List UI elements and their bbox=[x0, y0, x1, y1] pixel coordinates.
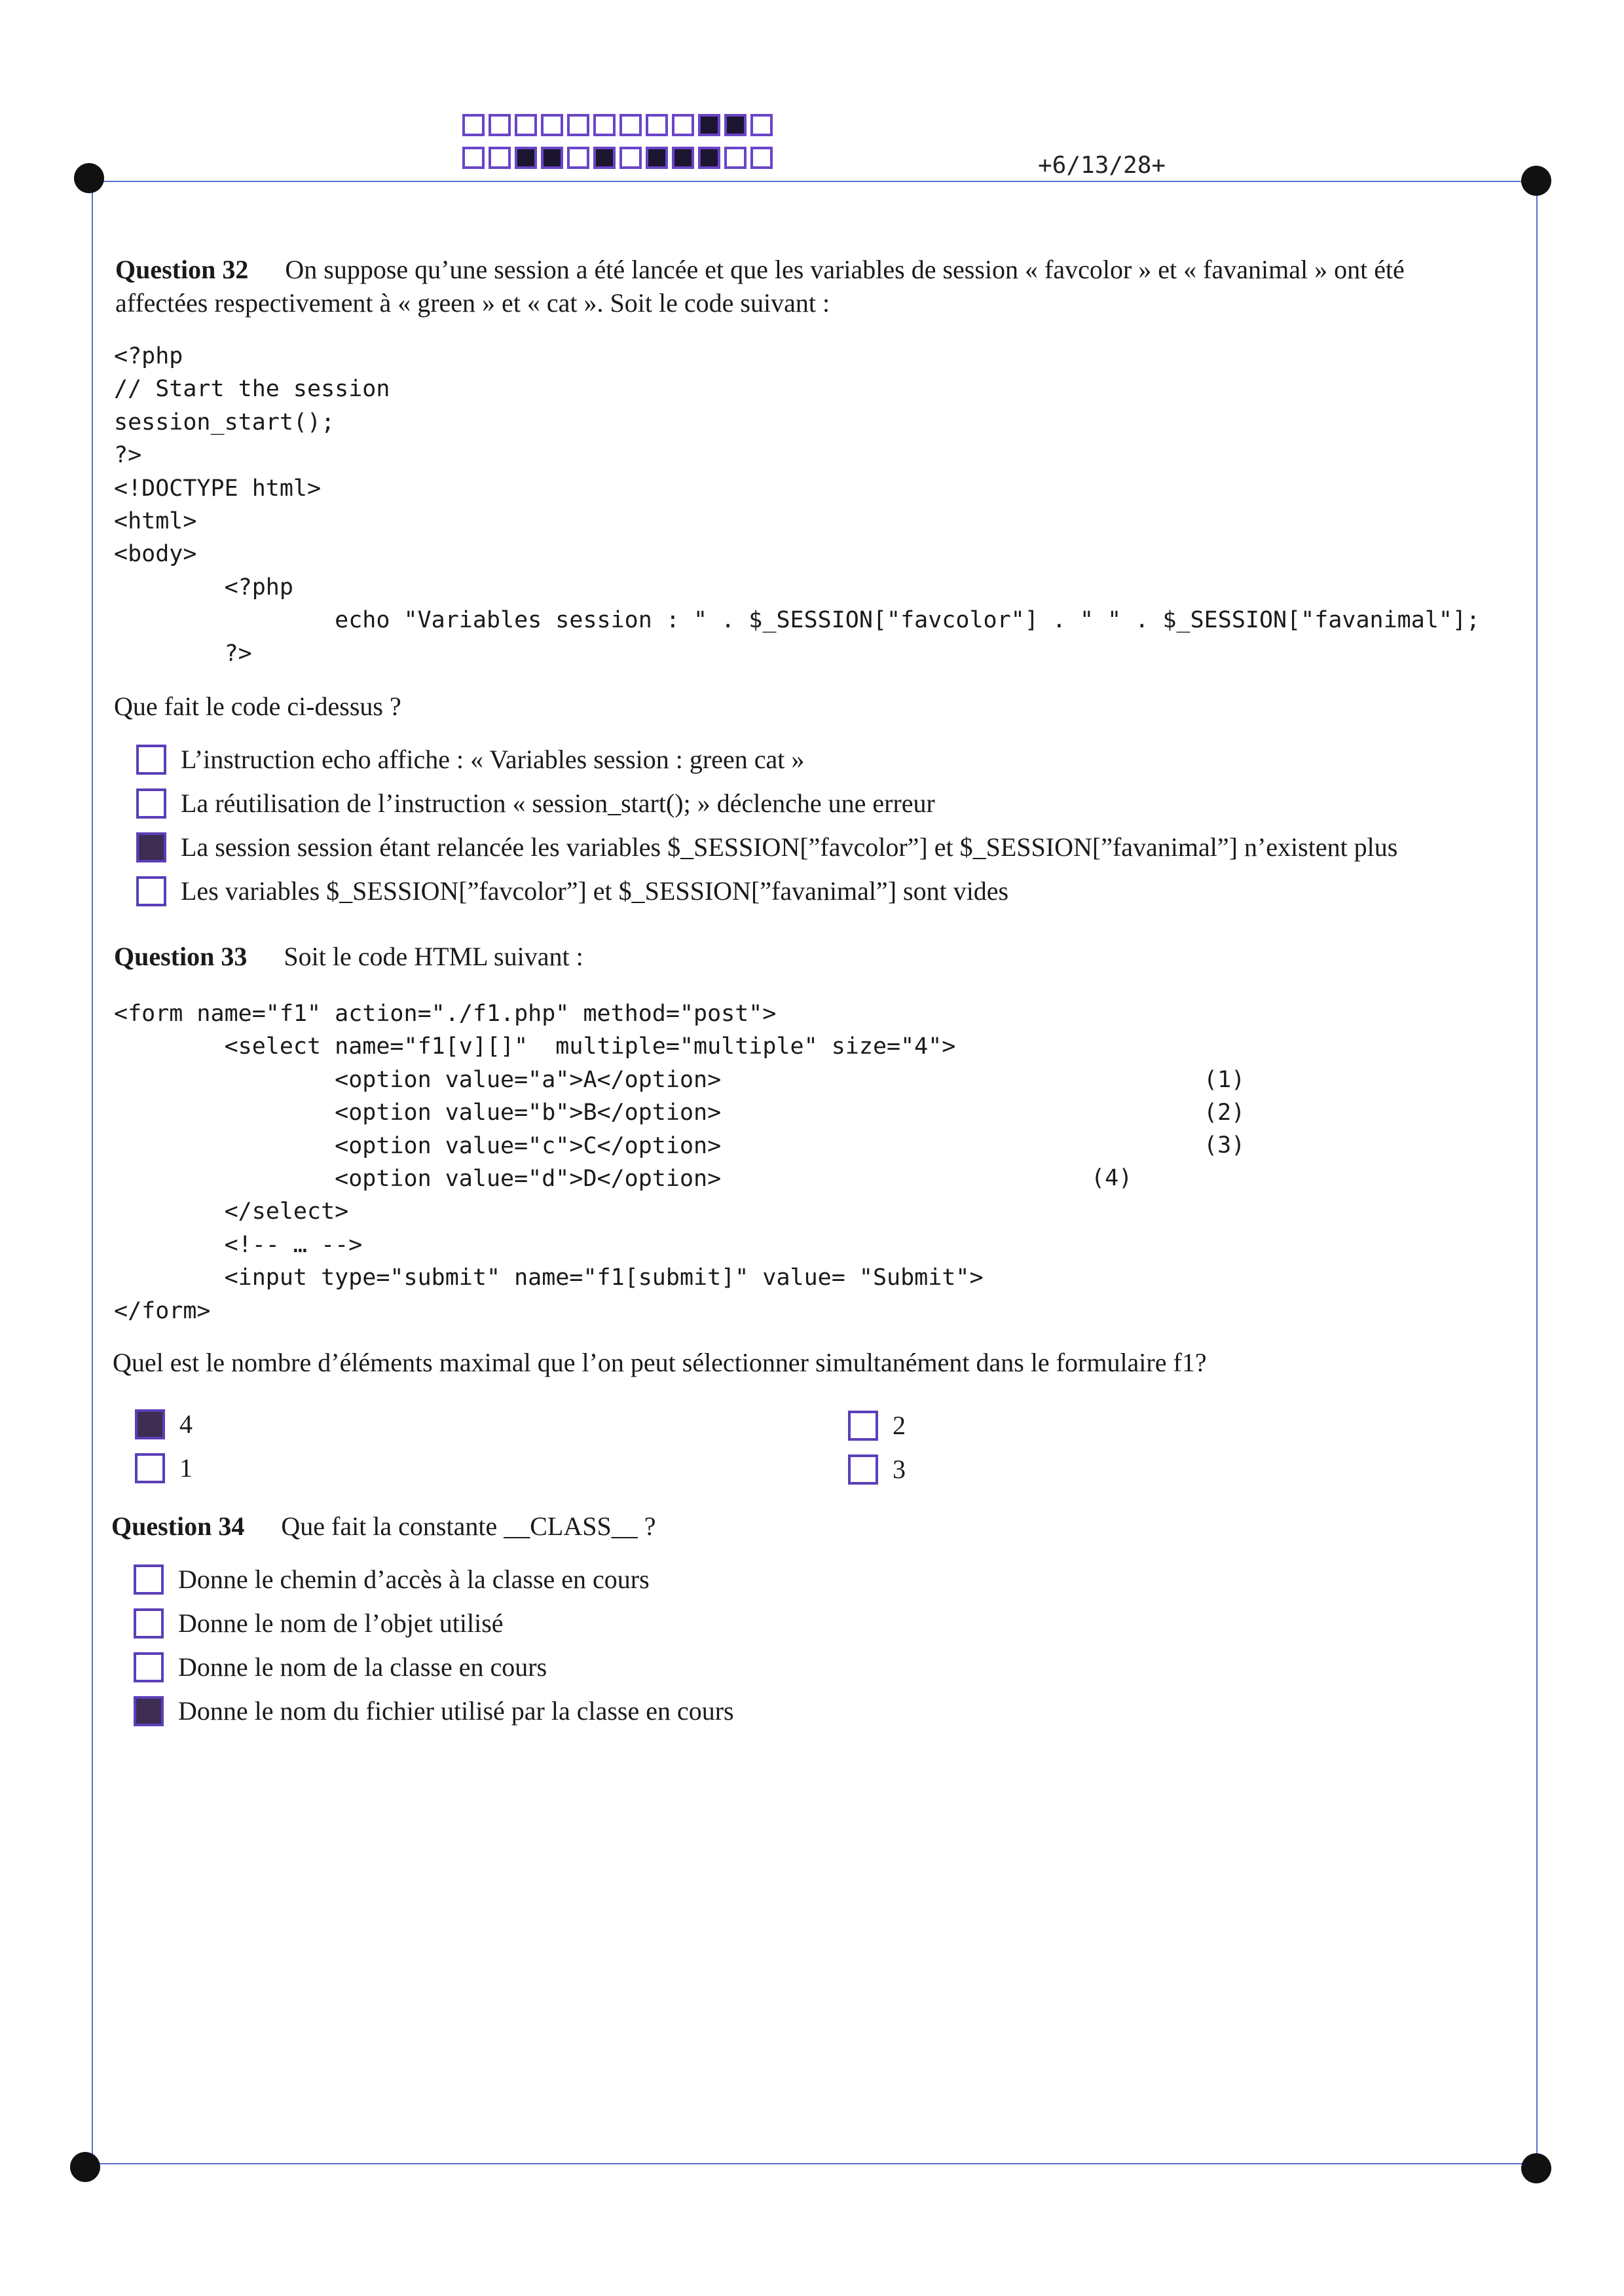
question-32-choice-2[interactable] bbox=[136, 788, 935, 819]
checkbox[interactable] bbox=[848, 1454, 878, 1485]
frame-left-line bbox=[92, 181, 93, 2164]
choice-label: Donne le nom de l’objet utilisé bbox=[178, 1608, 504, 1638]
registration-mark-top-left bbox=[74, 163, 104, 193]
registration-mark-top-right bbox=[1521, 166, 1551, 196]
checkbox[interactable] bbox=[136, 745, 166, 775]
code-cell bbox=[515, 114, 537, 136]
question-33-prompt bbox=[114, 940, 583, 974]
choice-label: Donne le chemin d’accès à la classe en cours bbox=[178, 1565, 650, 1594]
question-32-choice-4[interactable] bbox=[136, 876, 1008, 906]
page-identifier: +6/13/28+ bbox=[1038, 152, 1166, 179]
code-cell bbox=[698, 147, 720, 169]
question-33-choice-2[interactable] bbox=[848, 1410, 906, 1441]
registration-mark-bottom-right bbox=[1521, 2153, 1551, 2183]
question-33-choice-4[interactable] bbox=[135, 1409, 193, 1439]
question-32-number: Question 32 bbox=[115, 255, 249, 284]
question-32-prompt bbox=[115, 253, 1405, 287]
checkbox[interactable] bbox=[136, 788, 166, 819]
code-cell bbox=[750, 114, 773, 136]
question-32-code-block: <?php // Start the session session_start(); ?> <!DOCTYPE html> <html> <body> <?php echo "Variables session : " . $_SESSION["favcolor"] . " " . $_SESSION["favanimal"]; ?> bbox=[114, 343, 1481, 667]
question-32-prompt-line1: On suppose qu’une session a été lancée et que les variables de session « favcolor » et « favanimal » ont été bbox=[285, 255, 1405, 284]
code-cell bbox=[593, 114, 616, 136]
code-cell bbox=[489, 114, 511, 136]
option-marker-1: (1) bbox=[1204, 1067, 1246, 1093]
code-cell bbox=[750, 147, 773, 169]
code-cell bbox=[515, 147, 537, 169]
code-cell bbox=[462, 114, 485, 136]
checkbox[interactable] bbox=[135, 1409, 165, 1439]
question-34-choice-3[interactable] bbox=[134, 1652, 547, 1682]
code-cell bbox=[567, 147, 589, 169]
question-33-code-block: <form name="f1" action="./f1.php" method="post"> <select name="f1[v][]" multiple="multiple" size="4"> <option value="a">A</option> <option value="b">B</option> <option value="c">C</option> <option value="d">D</option> </select> <!-- … --> <input type="submit" name="f1[submit]" value= "Submit"> </form> bbox=[114, 1001, 984, 1324]
question-33-question: Quel est le nombre d’éléments maximal que l’on peut sélectionner simultanément dans le formulaire f1? bbox=[113, 1348, 1207, 1377]
option-marker-2: (2) bbox=[1204, 1100, 1246, 1126]
choice-label: 3 bbox=[893, 1454, 906, 1484]
code-cell bbox=[724, 114, 747, 136]
question-34-number: Question 34 bbox=[111, 1511, 245, 1541]
question-32-choice-1[interactable] bbox=[136, 744, 804, 775]
choice-label: 4 bbox=[179, 1409, 193, 1439]
code-cell bbox=[619, 114, 642, 136]
question-32-question: Que fait le code ci-dessus ? bbox=[114, 692, 401, 721]
code-cell bbox=[646, 114, 668, 136]
choice-label: Donne le nom de la classe en cours bbox=[178, 1652, 547, 1682]
checkbox[interactable] bbox=[134, 1565, 164, 1595]
frame-bottom-line bbox=[85, 2163, 1538, 2164]
option-marker-4: (4) bbox=[1091, 1165, 1133, 1191]
code-cell bbox=[541, 114, 563, 136]
question-32-prompt-line2: affectées respectivement à « green » et « cat ». Soit le code suivant : bbox=[115, 288, 830, 318]
question-34-choice-1[interactable] bbox=[134, 1564, 650, 1595]
code-cell bbox=[567, 114, 589, 136]
choice-label: La réutilisation de l’instruction « session_start(); » déclenche une erreur bbox=[181, 788, 935, 818]
frame-top-line bbox=[92, 181, 1538, 182]
question-33-prompt-text: Soit le code HTML suivant : bbox=[284, 942, 583, 971]
code-cell bbox=[462, 147, 485, 169]
checkbox[interactable] bbox=[136, 832, 166, 862]
choice-label: La session session étant relancée les variables $_SESSION[”favcolor”] et $_SESSION[”favanimal”] n’existent plus bbox=[181, 832, 1398, 862]
checkbox[interactable] bbox=[134, 1652, 164, 1682]
checkbox[interactable] bbox=[136, 876, 166, 906]
code-cell bbox=[541, 147, 563, 169]
question-34-prompt-text: Que fait la constante __CLASS__ ? bbox=[281, 1511, 656, 1541]
code-cell bbox=[672, 114, 694, 136]
checkbox[interactable] bbox=[848, 1411, 878, 1441]
question-33-choice-3[interactable] bbox=[848, 1454, 906, 1485]
choice-label: 2 bbox=[893, 1411, 906, 1440]
code-cell bbox=[724, 147, 747, 169]
question-33-choice-1[interactable] bbox=[135, 1453, 193, 1483]
code-cell bbox=[672, 147, 694, 169]
question-34-choice-4[interactable] bbox=[134, 1695, 734, 1726]
question-32-choice-3[interactable] bbox=[136, 832, 1397, 862]
choice-label: Les variables $_SESSION[”favcolor”] et $_SESSION[”favanimal”] sont vides bbox=[181, 876, 1009, 906]
sheet-code-bar bbox=[462, 147, 777, 169]
registration-mark-bottom-left bbox=[70, 2152, 100, 2182]
code-cell bbox=[619, 147, 642, 169]
frame-right-line bbox=[1536, 181, 1538, 2164]
code-cell bbox=[646, 147, 668, 169]
code-cell bbox=[593, 147, 616, 169]
question-33-number: Question 33 bbox=[114, 942, 248, 971]
question-34-prompt bbox=[111, 1509, 655, 1544]
choice-label: L’instruction echo affiche : « Variables session : green cat » bbox=[181, 745, 805, 774]
checkbox[interactable] bbox=[135, 1453, 165, 1483]
choice-label: 1 bbox=[179, 1453, 193, 1483]
question-34-choice-2[interactable] bbox=[134, 1608, 504, 1639]
code-cell bbox=[698, 114, 720, 136]
checkbox[interactable] bbox=[134, 1608, 164, 1639]
code-cell bbox=[489, 147, 511, 169]
sheet-code-bar bbox=[462, 114, 777, 136]
choice-label: Donne le nom du fichier utilisé par la classe en cours bbox=[178, 1696, 734, 1726]
option-marker-3: (3) bbox=[1204, 1132, 1246, 1158]
checkbox[interactable] bbox=[134, 1696, 164, 1726]
